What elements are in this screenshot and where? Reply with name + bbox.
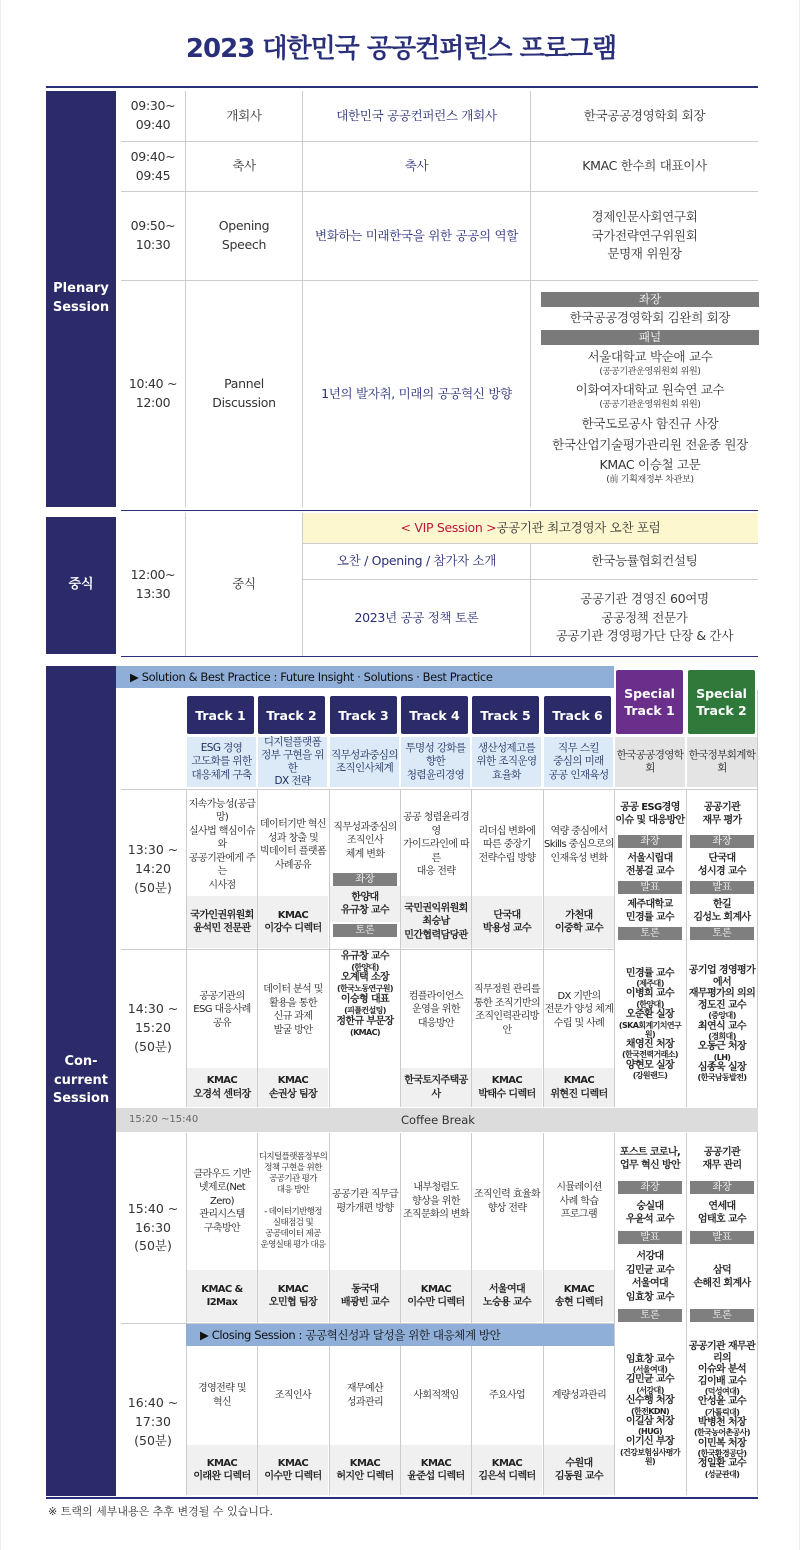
speaker: 동국대 배광빈 교수: [330, 1270, 400, 1322]
session-title: 지속가능성(공급망) 실사법 핵심이슈와 공공기관에게 주는 시사점: [188, 798, 256, 891]
session-topic: 변화하는 미래한국을 위한 공공의 역할: [314, 227, 519, 243]
session-topic: 대한민국 공공컨퍼런스 개회사: [336, 107, 497, 123]
session-topic: 축사: [404, 158, 429, 174]
presenter-bar: 발표: [618, 881, 682, 894]
track-topic: 투명성 강화를 향한 청렴윤리경영: [401, 737, 470, 787]
chair-bar: 좌장: [618, 1181, 682, 1194]
chair: 숭실대 우윤석 교수: [625, 1200, 675, 1225]
track-topic: 직무성과중심의 조직인사체계: [330, 737, 399, 787]
session-title: 공공기관 직무급 평가개편 방향: [332, 1189, 398, 1214]
session-title: 공공기관의 ESG 대응사례 공유: [193, 990, 251, 1029]
session-title: 역량 중심에서 Skills 중심으로의 인재육성 변화: [544, 825, 614, 864]
track-topic: ESG 경영 고도화를 위한 대응체계 구축: [187, 737, 256, 787]
session-title: 경영전략 및 혁신: [198, 1383, 246, 1408]
track-header: Track 4: [401, 696, 468, 734]
session-title: 데이터기반 혁신 성과 창출 및 빅데이터 플랫폼 사례공유: [260, 819, 326, 871]
chair-bar: 좌장: [690, 835, 754, 848]
special-title: 공공 ESG경영 이슈 및 대응방안: [615, 801, 685, 826]
speaker: KMAC 위현진 디렉터: [544, 1068, 614, 1107]
special-track-sub: 한국공공경영학회: [615, 737, 685, 787]
time-cell: 14:30 ~ 15:20 (50분): [127, 1001, 179, 1054]
special-title: 포스트 코로나, 업무 혁신 방안: [619, 1146, 681, 1171]
chair-bar: 좌장: [690, 1181, 754, 1194]
speaker: KMAC 오경석 센터장: [187, 1068, 257, 1107]
speaker: 서울여대 노승용 교수: [472, 1270, 542, 1322]
time-cell: 12:00~ 13:30: [130, 566, 176, 601]
speaker: 수원대 김동원 교수: [544, 1445, 614, 1495]
speaker: KMAC 손권상 팀장: [258, 1068, 328, 1107]
time-cell: 10:40 ~ 12:00: [128, 376, 178, 410]
session-title: 리더십 변화에 따른 중장기 전략수립 방향: [478, 825, 536, 864]
session-title: 컴플라이언스 운영을 위한 대응방안: [408, 990, 464, 1029]
special-track-header: Special Track 2: [688, 670, 755, 734]
session-topic: 1년의 발자취, 미래의 공공혁신 방향: [321, 385, 512, 401]
chair-bar: 좌장: [618, 835, 682, 848]
speaker: KMAC 김은석 디렉터: [472, 1445, 542, 1495]
presenter-bar: 발표: [618, 1231, 682, 1244]
footnote: ※ 트랙의 세부내용은 추후 변경될 수 있습니다.: [48, 1505, 273, 1518]
discussants: 임효창 교수 (서울여대) 김민균 교수 (서강대) 신수행 처장 (한전KDN) 이길삼 처장 (HUG) 이기신 부장 (건강보험심사평가원): [619, 1353, 681, 1467]
speaker: KMAC 한수희 대표이사: [582, 158, 707, 174]
session-type: Pannel Discussion: [212, 376, 276, 410]
speaker: KMAC & I2Max: [187, 1270, 257, 1322]
discussion-bar: 토론: [618, 1309, 682, 1322]
session-title: DX 기반의 전문가 양성 체계 수립 및 사례: [544, 990, 614, 1029]
session-title: 직무성과중심의 조직인사 체계 변화: [333, 821, 397, 860]
plenary-session-label: Plenary Session: [46, 91, 116, 507]
panel-speakers: 좌장 한국공공경영학회 김완희 회장 패널 서울대학교 박순애 교수 (공공기관운영위원회 위원) 이화여자대학교 원숙연 교수 (공공기관운영위원회 위원) 한국도로공사 함진규 사장 한국산업기술평가관리원 전윤종 원장 KMAC 이승철 고문 (前 기획재정부 차관보): [541, 292, 759, 486]
solution-bar: ▶ Solution & Best Practice : Future Insight · Solutions · Best Practice: [116, 666, 614, 688]
session-title: 조직인력 효율화 향상 전략: [474, 1189, 540, 1214]
session-title: 데이터 분석 및 활용을 통한 신규 과제 발굴 방안: [263, 984, 323, 1036]
track-topic: 생산성제고를 위한 조직운영 효율화: [472, 737, 541, 787]
speaker: 한국능률협회컨설팅: [591, 553, 698, 569]
session-title: 디지털플랫폼정부의 정책 구현을 위한 공공기관 평가 대응 방안 - 데이터기반행정 실태점검 및 공공데이터 제공 운영실태 평가 대응: [258, 1151, 328, 1251]
presenter: 한길 김성노 회계사: [693, 898, 751, 923]
session-title: 사회적책임: [413, 1389, 459, 1401]
track-header: Track 1: [187, 696, 254, 734]
session-type: 축사: [232, 158, 256, 174]
speaker: 한국토지주택공사: [401, 1068, 471, 1107]
session-title: 계량성과관리: [551, 1389, 607, 1401]
special-track-header: Special Track 1: [616, 670, 683, 734]
speaker: 공공기관 경영진 60여명 공공정책 전문가 공공기관 경영평가단 단장 & 간사: [555, 590, 734, 644]
discussion-bar: 토론: [333, 924, 397, 937]
coffee-label: Coffee Break: [401, 1113, 475, 1127]
track-header: Track 5: [472, 696, 539, 734]
speaker: KMAC 오민협 팀장: [258, 1270, 328, 1322]
speaker: KMAC 이래완 디렉터: [187, 1445, 257, 1495]
session-type: 중식: [232, 576, 256, 592]
discussion-bar: 토론: [690, 1309, 754, 1322]
speaker: 한국공공경영학회 회장: [583, 107, 706, 123]
vip-session-text: < VIP Session > 공공기관 최고경영자 오찬 포럼: [400, 519, 661, 535]
discussants: 민경률 교수 (제주대) 이병희 교수 (한양대) 오준환 실장 (SKA회계기치연구원) 채영진 처장 (한국전력거래소) 양현모 실장 (강원랜드): [618, 967, 682, 1081]
session-type: 개회사: [226, 107, 262, 123]
chair: 한양대 유규창 교수: [330, 886, 400, 922]
discussion-bar: 토론: [618, 927, 682, 940]
presenter: 제주대학교 민경률 교수: [625, 898, 675, 923]
speaker: 가천대 이중학 교수: [544, 896, 614, 948]
coffee-time: 15:20 ~15:40: [129, 1114, 199, 1125]
time-cell: 09:30~ 09:40: [130, 98, 176, 132]
session-title: 재무예산 성과관리: [346, 1383, 384, 1408]
speaker: KMAC 이강수 디렉터: [258, 896, 328, 948]
session-title: 시뮬레이션 사례 학습 프로그램: [556, 1182, 602, 1221]
track-header: Track 6: [544, 696, 611, 734]
page-title: 2023 대한민국 공공컨퍼런스 프로그램: [185, 34, 617, 64]
time-cell: 09:40~ 09:45: [130, 148, 176, 183]
session-title: 직무정원 관리를 통한 조직기반의 조직인력관리방안: [474, 984, 540, 1036]
discussants: 유규창 교수 (한양대) 오계택 소장 (한국노동연구원) 이승형 대표 (피플컨설팅) 정한규 부문장 (KMAC): [336, 950, 394, 1037]
track-topic: 직무 스킬 중심의 미래 공공 인재육성: [544, 737, 613, 787]
closing-bar: ▶ Closing Session : 공공혁신성과 달성을 위한 대응체계 방안: [186, 1324, 614, 1346]
special-title: 공공기관 재무 평가: [702, 801, 742, 826]
session-title: 조직인사: [274, 1389, 312, 1401]
discussants: 공공기관 재무관리의 이슈와 분석 김이배 교수 (덕성여대) 안성윤 교수 (가톨릭대) 박병천 처장 (한국농어촌공사) 이민복 처장 (한국환경공단) 정일환 교수 (성균관대): [688, 1341, 756, 1479]
session-topic: 오찬 / Opening / 참가자 소개: [336, 553, 497, 569]
discussion-bar: 토론: [690, 927, 754, 940]
concurrent-session-label: Con- current Session: [46, 666, 116, 1496]
time-cell: 13:30 ~ 14:20 (50분): [127, 842, 179, 895]
session-type: Opening Speech: [218, 218, 270, 252]
speaker: KMAC 송현 디렉터: [544, 1270, 614, 1322]
session-title: 클라우드 기반 넷제로(Net Zero) 관리시스템 구축방안: [193, 1168, 251, 1234]
speaker: 단국대 박용성 교수: [472, 896, 542, 948]
vline: [757, 690, 758, 1495]
track-header: Track 3: [330, 696, 397, 734]
lunch-label: 중식: [46, 517, 116, 654]
panel-bar: 패널: [541, 330, 759, 345]
time-cell: 09:50~ 10:30: [130, 218, 176, 252]
speaker: KMAC 윤준섭 디렉터: [401, 1445, 471, 1495]
presenter-bar: 발표: [690, 1231, 754, 1244]
session-topic: 2023년 공공 정책 토론: [354, 609, 479, 625]
session-title: 내부청렴도 향상을 위한 조직문화의 변화: [403, 1182, 469, 1221]
session-title: 주요사업: [488, 1389, 526, 1401]
track-topic: 디지털플랫폼 정부 구현을 위한 DX 전략: [258, 737, 327, 787]
speaker: 국가인권위원회 윤석민 전문관: [187, 896, 257, 948]
speaker: KMAC 허지안 디렉터: [330, 1445, 400, 1495]
discussants: 공기업 경영평가에서 재무평가의 의의 정도진 교수 (중앙대) 최연식 교수 (경희대) 오동근 처장 (LH) 심종욱 실장 (한국남동발전): [688, 965, 756, 1083]
chair: 단국대 성시경 교수: [697, 852, 747, 877]
hline: [121, 789, 758, 790]
track-header: Track 2: [258, 696, 325, 734]
chair-bar: 좌장: [541, 292, 759, 307]
presenter: 삼덕 손해진 회계사: [693, 1264, 751, 1289]
session-title: 공공 청렴윤리경영 가이드라인에 따른 대응 전략: [403, 812, 469, 878]
chair-bar: 좌장: [333, 873, 397, 886]
speaker: KMAC 이수만 디렉터: [258, 1445, 328, 1495]
special-title: 공공기관 재무 관리: [702, 1146, 742, 1171]
speaker: 국민권익위원회 최승남 민간협력담당관: [401, 896, 471, 948]
speaker: KMAC 박태수 디렉터: [472, 1068, 542, 1107]
speaker: KMAC 이수만 디렉터: [401, 1270, 471, 1322]
title-divider: [46, 86, 758, 88]
time-cell: 16:40 ~ 17:30 (50분): [127, 1395, 179, 1448]
special-track-sub: 한국정부회계학회: [687, 737, 757, 787]
chair: 연세대 엄태호 교수: [697, 1200, 747, 1225]
time-cell: 15:40 ~ 16:30 (50분): [127, 1200, 179, 1254]
chair: 서울시립대 전봉걸 교수: [625, 852, 675, 877]
speaker: 경제인문사회연구회 국가전략연구위원회 문명재 위원장: [591, 208, 698, 262]
presenter-bar: 발표: [690, 881, 754, 894]
presenter: 서강대 김민균 교수 서울여대 임효창 교수: [625, 1251, 675, 1303]
